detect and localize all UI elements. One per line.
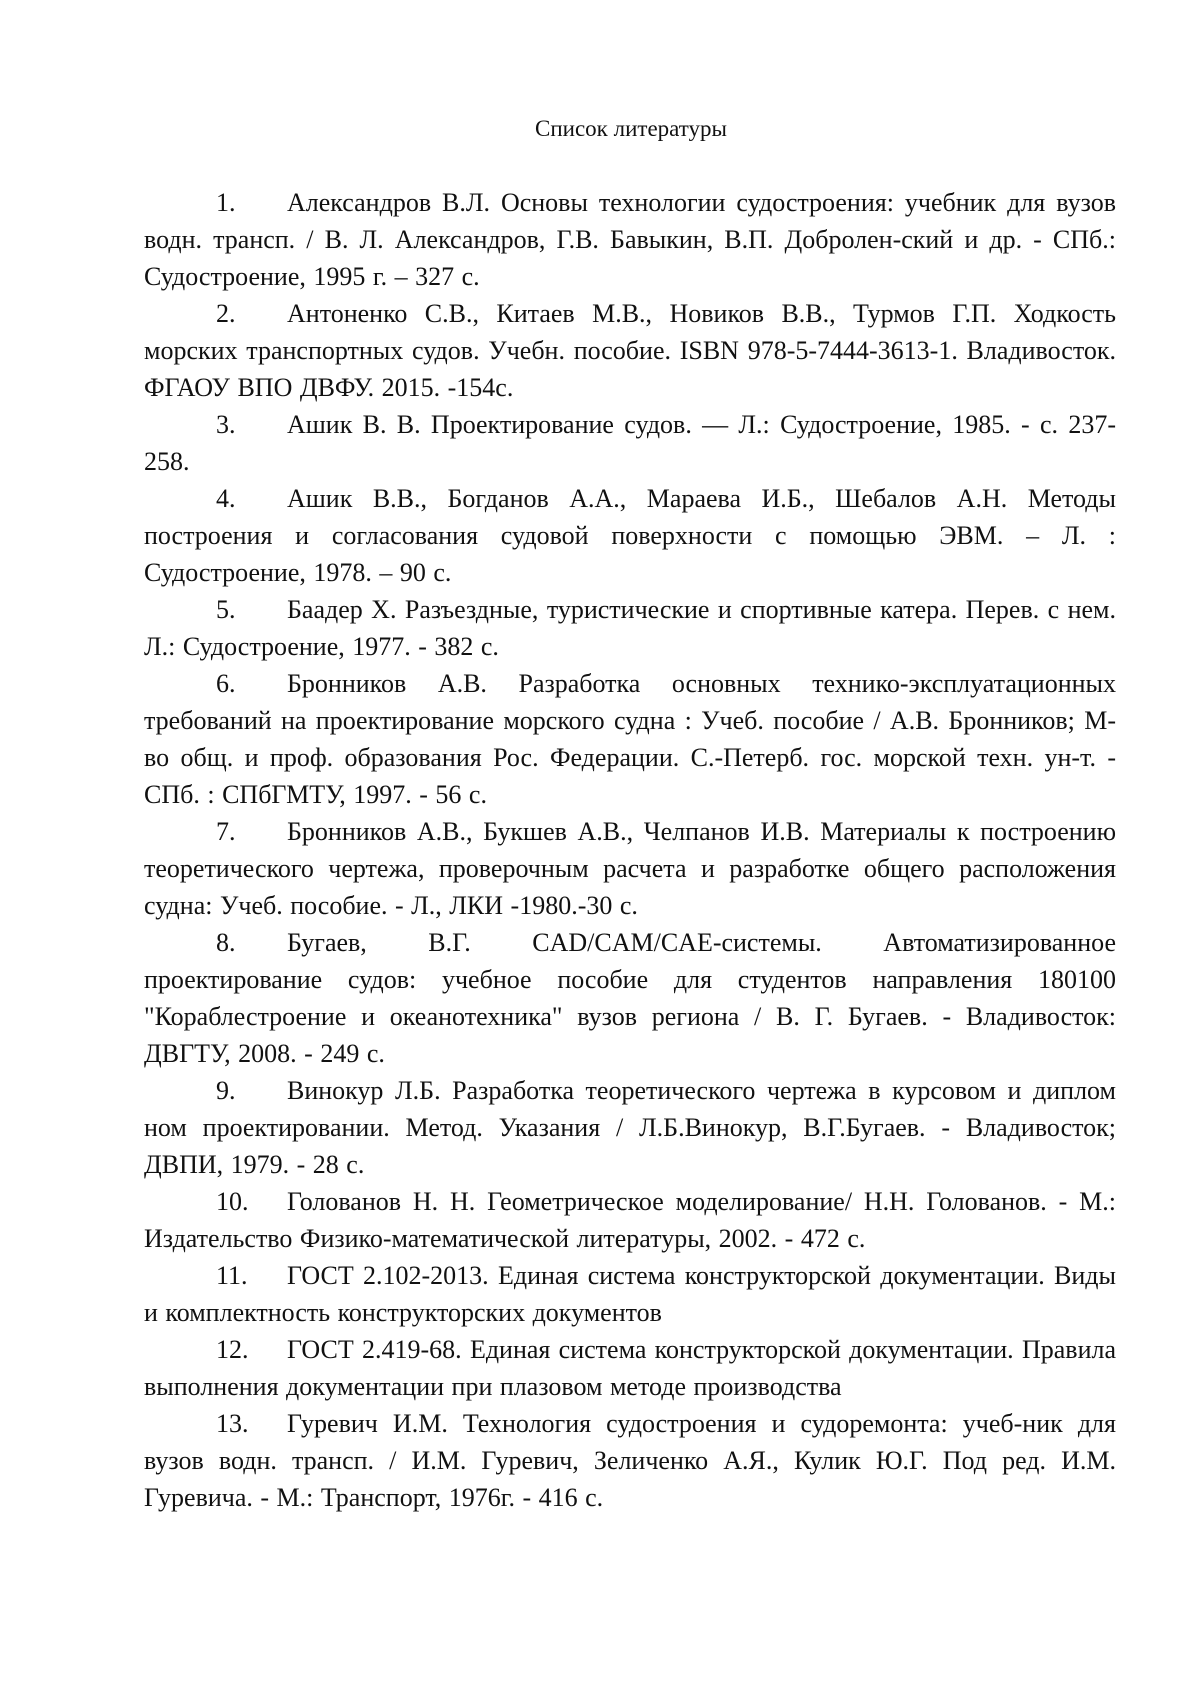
reference-text: Ашик В. В. Проектирование судов. — Л.: Судостроение, 1985. - с. 237-258. [144,410,1116,476]
reference-text: Антоненко С.В., Китаев М.В., Новиков В.В., Турмов Г.П. Ходкость морских транспортных судов. Учебн. пособие. ISBN 978-5-7444-3613-1. Владивосток. ФГАОУ ВПО ДВФУ. 2015. -154с. [144,299,1116,402]
reference-item [144,813,1116,924]
reference-text: Бронников А.В. Разработка основных технико-эксплуатационных требований на проектирование морского судна : Учеб. пособие / А.В. Бронников; М-во общ. и проф. образования Рос. Федерации. С.-Петерб. гос. морской техн. ун-т. - СПб. : СПбГМТУ, 1997. - 56 с. [144,669,1116,809]
reference-number: 5. [216,595,236,624]
reference-text: ГОСТ 2.102-2013. Единая система конструкторской документации. Виды и комплектность конструкторских документов [144,1261,1116,1327]
reference-item [144,480,1116,591]
reference-item [144,406,1116,480]
reference-number: 13. [216,1409,249,1438]
reference-item [144,665,1116,813]
reference-text: Бугаев, В.Г. CAD/CAM/CAE-системы. Автоматизированное проектирование судов: учебное пособие для студентов направления 180100 "Кораблестроение и океанотехника" вузов региона / В. Г. Бугаев. - Владивосток: ДВГТУ, 2008. - 249 с. [144,928,1116,1068]
reference-item [144,1072,1116,1183]
reference-text: Александров В.Л. Основы технологии судостроения: учебник для вузов водн. трансп. / В. Л. Александров, Г.В. Бавыкин, В.П. Добролен-ский и др. - СПб.: Судостроение, 1995 г. – 327 с. [144,188,1116,291]
reference-number: 6. [216,669,236,698]
reference-text: Голованов Н. Н. Геометрическое моделирование/ Н.Н. Голованов. - М.: Издательство Физико-математической литературы, 2002. - 472 с. [144,1187,1116,1253]
reference-text: Баадер X. Разъездные, туристические и спортивные катера. Перев. с нем. Л.: Судостроение, 1977. - 382 с. [144,595,1116,661]
reference-text: Ашик В.В., Богданов А.А., Мараева И.Б., Шебалов А.Н. Методы построения и согласования судовой поверхности с помощью ЭВМ. – Л. : Судостроение, 1978. – 90 с. [144,484,1116,587]
reference-number: 4. [216,484,236,513]
reference-number: 1. [216,188,236,217]
reference-item [144,1331,1116,1405]
document-title: Список литературы [535,116,727,141]
reference-number: 3. [216,410,236,439]
reference-number: 11. [216,1261,248,1290]
reference-text: ГОСТ 2.419-68. Единая система конструкторской документации. Правила выполнения документации при плазовом методе производства [144,1335,1116,1401]
reference-item [144,184,1116,295]
reference-item [144,295,1116,406]
reference-item [144,1405,1116,1516]
reference-number: 2. [216,299,236,328]
reference-text: Гуревич И.М. Технология судостроения и судоремонта: учеб-ник для вузов водн. трансп. / И.М. Гуревич, Зеличенко А.Я., Кулик Ю.Г. Под ред. И.М. Гуревича. - М.: Транспорт, 1976г. - 416 с. [144,1409,1116,1512]
reference-text: Винокур Л.Б. Разработка теоретического чертежа в курсовом и диплом ном проектировании. Метод. Указания / Л.Б.Винокур, В.Г.Бугаев. - Владивосток; ДВПИ, 1979. - 28 с. [144,1076,1116,1179]
reference-item [144,924,1116,1072]
reference-number: 10. [216,1187,249,1216]
reference-number: 9. [216,1076,236,1105]
reference-item [144,1183,1116,1257]
reference-text: Бронников А.В., Букшев А.В., Челпанов И.В. Материалы к построению теоретического чертежа, проверочным расчета и разработке общего расположения судна: Учеб. пособие. - Л., ЛКИ -1980.-30 с. [144,817,1116,920]
reference-item [144,591,1116,665]
reference-item [144,1257,1116,1331]
reference-number: 12. [216,1335,249,1364]
reference-list [144,184,1116,1516]
reference-number: 7. [216,817,236,846]
reference-number: 8. [216,928,236,957]
